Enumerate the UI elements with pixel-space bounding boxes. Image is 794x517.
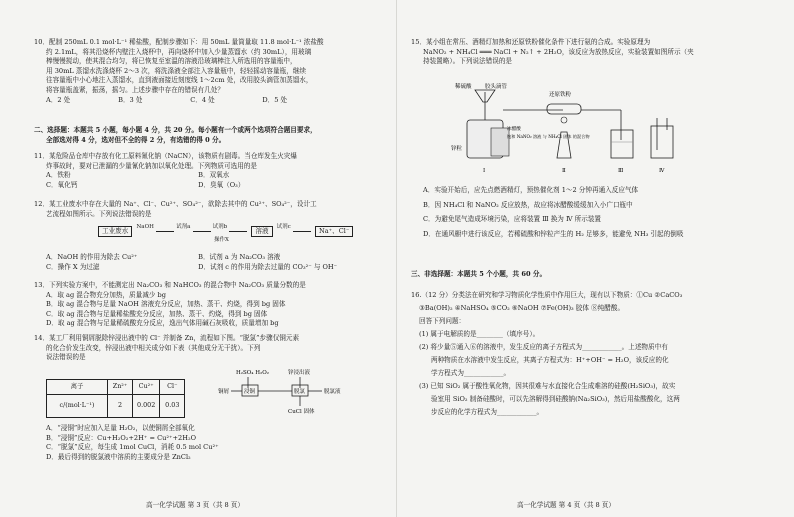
question-11: 11．某危险品仓库中存放有化工原料氰化钠（NaCN），该物质有剧毒。当仓库发生火灾爆 炸事故时，要对已泄漏的少量氰化钠加以氧化处理。下列物质可选用的是 A．铁粉 B．双氧水 C．氧化钙 D．臭氧（O₃） — [34, 152, 297, 189]
question-15: 15．某小组在常压、酒精灯加热和还原铁粉催化条件下进行氨的合成。实验原理为 NaNO₂ + NH₄Cl ═══ NaCl + N₂↑ + 2H₂O，该反应为放热反应，实验装置如图所示（夹 持装置略）。下列说法错误的是 — [411, 38, 694, 66]
question-14: 14．某工厂利用铜屑脱除锌浸出液中的 Cl⁻ 并制备 Zn，流程如下图。“脱氯”步骤仅铜元素 的化合价发生改变，锌浸出液中相关成分如下表（其他成分无干扰）。下列 说法错误的是 — [34, 334, 300, 362]
svg-text:锌粒: 锌粒 — [451, 146, 463, 152]
footer-page-4: 高一化学试题 第 4 页（共 8 页） — [517, 501, 615, 509]
question-10: 10．配制 250mL 0.1 mol·L⁻¹ 稀盐酸，配制步骤如下：用 50mL 量筒量取 11.8 mol·L⁻¹ 浓盐酸 约 2.1mL，将其沿烧杯内壁注入烧杯中，再向烧杯中加入少量蒸馏水（约 30mL），用玻璃 棒慢慢搅动，使其混合均匀，将已恢复至室温的溶液沿玻璃棒注入所选用的容量瓶中， 用 30mL 蒸馏水洗涤烧杯 2～3 次，将洗涤液全部注入容量瓶中，轻轻摇动容量瓶，继续 往容量瓶中小心地注入蒸馏水，直到液面接近刻度线 1～2cm 处，改用胶头滴管加蒸馏水， 将容量瓶盖紧，振荡，摇匀。上述步骤中存在的错误有几处？ A．2 处 B．3 处 C．4 处 D．5 处 — [34, 38, 324, 104]
q15-options: A．实验开始后，应先点燃酒精灯，预热催化剂 1～2 分钟再通入反应气体 B．因 NH₄Cl 和 NaNO₂ 反应放热，故应将冰醋酸缓缓加入小广口瓶中 C．为避免尾气造成环境污染，应将装置 Ⅲ 换为 Ⅳ 所示装置 D．在通风橱中进行该反应，若稀硫酸和锌粒产生的 H₂ 足够多，能避免 NH₃ 引起的倒吸 — [423, 186, 684, 238]
question-12: 12．某工业废水中存在大量的 Na⁺、Cl⁻、Cu²⁺、SO₄²⁻，欲除去其中的 Cu²⁺、SO₄²⁻，设计工 艺流程如图所示。下列说法错误的是 — [34, 200, 317, 218]
zinc-leachate-label: 锌浸出液 — [288, 370, 311, 376]
ion-concentration-table: 离子 Zn²⁺ Cu²⁺ Cl⁻ c/(mol·L⁻¹) 2 0.002 0.03 — [46, 379, 185, 418]
dechlorinated-solution-label: 脱氯液 — [324, 389, 341, 395]
svg-text:Ⅲ: Ⅲ — [618, 168, 624, 174]
footer-page-3: 高一化学试题 第 3 页（共 8 页） — [146, 501, 244, 509]
svg-text:胶头滴管: 胶头滴管 — [485, 84, 508, 90]
reagents-label: H₂SO₄ H₂O₂ — [236, 370, 269, 376]
svg-text:饱和 NaNO₂ 溶液 与 NH₄Cl 固体 的混合物: 饱和 NaNO₂ 溶液 与 NH₄Cl 固体 的混合物 — [507, 134, 590, 139]
q12-flow-diagram: 工业废水 $^{NaOH}$ $^{试剂a}$ $^{试剂b}$ 溶液 $^{试剂c}$ Na⁺、Cl⁻ 操作X — [96, 226, 355, 238]
section-3-heading: 三、非选择题：本题共 5 个小题，共 60 分。 — [411, 270, 547, 278]
q12-options: A．NaOH 的作用为除去 Cu²⁺ B．试剂 a 为 Na₂CO₃ 溶液 C．操作 X 为过滤 D．试剂 c 的作用为除去过量的 CO₃²⁻ 与 OH⁻ — [46, 253, 338, 271]
svg-text:还原铁粉: 还原铁粉 — [549, 92, 572, 98]
cucl-solid-label: CuCl 固体 — [288, 409, 315, 415]
q14-flow-diagram — [218, 366, 368, 424]
svg-text:Ⅱ: Ⅱ — [562, 168, 566, 174]
copper-scrap-label: 铜屑 — [218, 389, 230, 395]
q14-options: A．“浸铜”时应加入足量 H₂O₂，以使铜屑全部氧化 B．“浸铜”反应：Cu+H₂O₂+2H⁺ = Cu²⁺+2H₂O C．“脱氯”反应，每生成 1mol CuCl，消耗 0.5 mol Cu²⁺ D．最后得到的脱氯液中溶质的主要成分是 ZnCl₂ — [46, 424, 219, 461]
section-2-heading: 二、选择题：本题共 5 小题，每小题 4 分，共 20 分。每小题有一个或两个选项符合题目要求， 全部选对得 4 分，选对但不全的得 2 分，有选错的得 0 分。 — [34, 126, 317, 144]
question-13: 13．下列实验方案中，不能测定出 Na₂CO₃ 和 NaHCO₃ 的混合物中 Na₂CO₃ 质量分数的是 A．取 ag 混合物充分加热，质量减少 bg B．取 ag 混合物与足量 NaOH 溶液充分反应，加热、蒸干、灼烧，得到 bg 固体 C．取 ag 混合物与足量稀盐酸充分反应，加热、蒸干、灼烧，得到 bg 固体 D．取 ag 混合物与足量稀硫酸充分反应，逸出气体用碱石灰吸收，质量增加 bg — [34, 281, 306, 328]
svg-text:稀硫酸: 稀硫酸 — [455, 84, 472, 90]
q15-apparatus-diagram — [445, 80, 685, 176]
q14-table-wrap — [46, 379, 185, 418]
svg-text:冰醋酸: 冰醋酸 — [507, 127, 521, 132]
svg-text:Ⅳ: Ⅳ — [659, 168, 665, 174]
page-4 — [397, 0, 794, 517]
svg-text:Ⅰ: Ⅰ — [483, 168, 486, 174]
dechlorination-box: 脱氯 — [294, 389, 306, 395]
leach-copper-box: 浸铜 — [244, 389, 256, 395]
question-16: 16.（12 分）分类法在研究和学习物质化学性质中作用巨大，现有以下物质：①Cu ②CaCO₃ ③Ba(OH)₂ ④NaHSO₄ ⑤CO₂ ⑥NaOH ⑦Fe(OH)₃ 胶体 ⑧纯醋酸。 回答下列问题： (1) 属于电解质的是________（填序号）。 (2) 将少量⑤通入⑥的溶液中，发生反应的离子方程式为____________。上述物质中有 两种物质在水溶液中发生反应，其离子方程式为：H⁺+OH⁻ = H₂O，该反应的化 学方程式为____________。 (3) 已知 SiO₂ 属于酸性氧化物，因其很难与水直接化合生成难溶的硅酸(H₂SiO₃)，故实 验室用 SiO₂ 制备硅酸时，可以先溶解得到硅酸钠(Na₂SiO₃)，然后用盐酸酸化，这两 步反应的化学方程式为____________。 — [411, 291, 683, 416]
